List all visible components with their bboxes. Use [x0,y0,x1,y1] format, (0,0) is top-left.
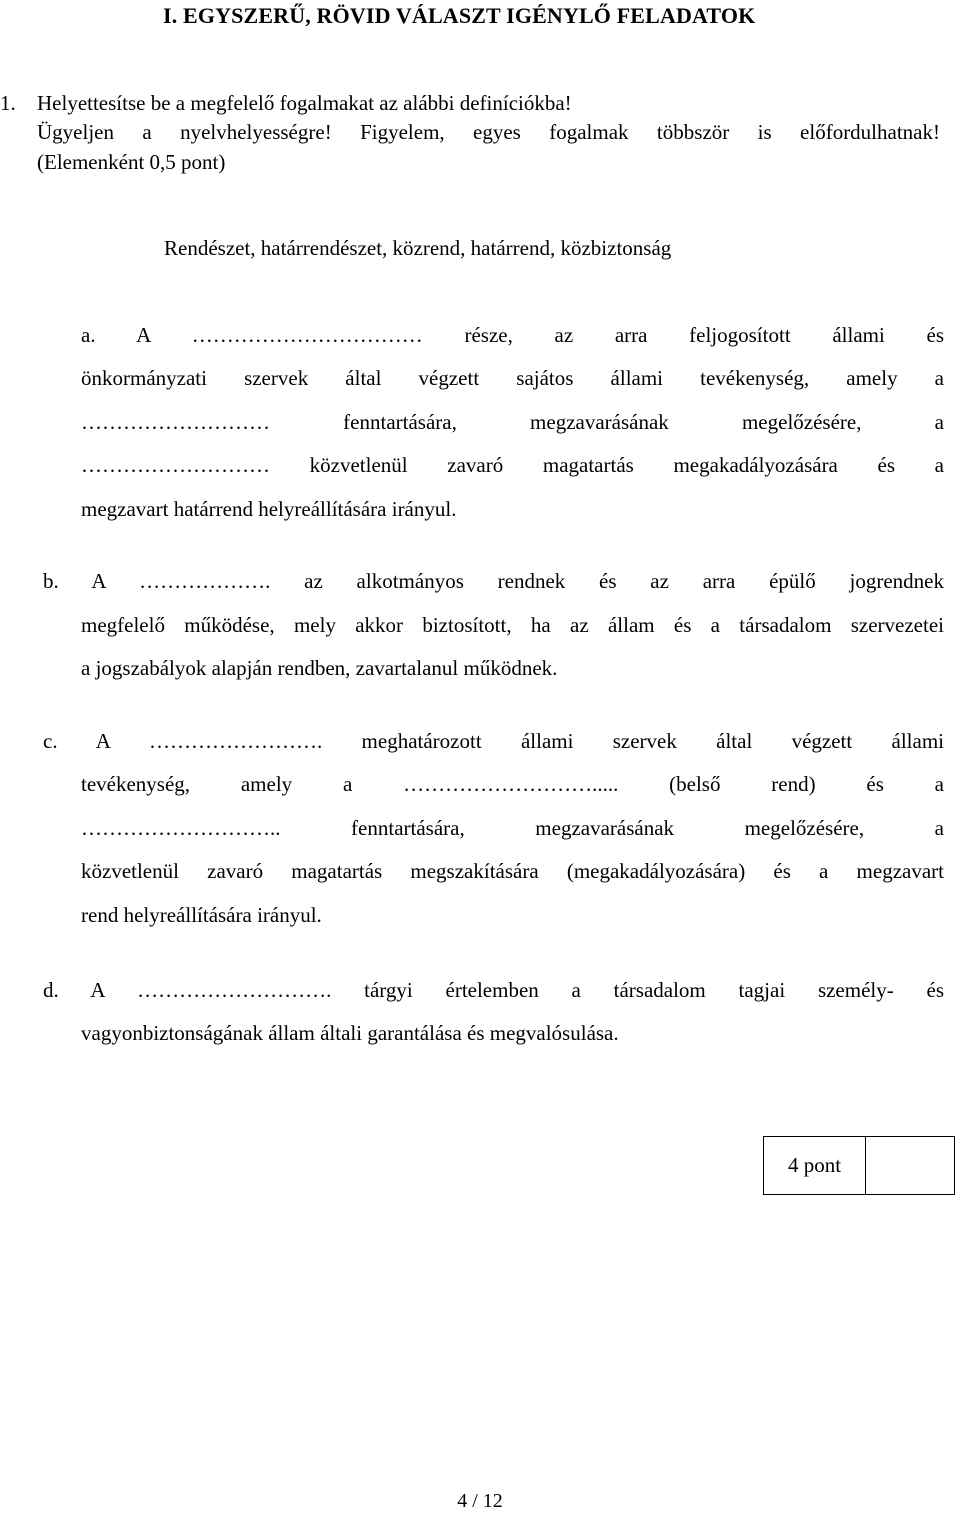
definition-c-line: közvetlenül zavaró magatartás megszakítására (megakadályozására) és a megzavart [81,859,944,883]
definition-d-line: d. A ………………………. tárgyi értelemben a társadalom tagjai személy- és [43,978,944,1002]
definition-d-line: vagyonbiztonságának állam általi garantálása és megvalósulása. [81,1021,619,1045]
definition-a-line: megzavart határrend helyreállítására irányul. [81,497,457,521]
term-list: Rendészet, határrendészet, közrend, határrend, közbiztonság [164,236,672,260]
definition-c-line: c. A ……………………. meghatározott állami szervek által végzett állami [43,729,944,753]
score-entry-cell[interactable] [866,1137,954,1194]
score-box [763,1136,955,1195]
definition-a-line: önkormányzati szervek által végzett sajátos állami tevékenység, amely a [81,366,944,390]
task-instruction-1: Helyettesítse be a megfelelő fogalmakat az alábbi definíciókba! [37,91,572,115]
definition-b-line: megfelelő működése, mely akkor biztosított, ha az állam és a társadalom szervezetei [81,613,944,637]
definition-c-line: rend helyreállítására irányul. [81,903,322,927]
task-points-note: (Elemenként 0,5 pont) [37,150,226,174]
definition-c-line: tevékenység, amely a ………………………..... (belső rend) és a [81,772,944,796]
definition-a-line: a. A …………………………… része, az arra feljogosított állami és [81,323,944,347]
definition-c-line: ……………………….. fenntartására, megzavarásának megelőzésére, a [81,816,944,840]
definition-b-line: a jogszabályok alapján rendben, zavartalanul működnek. [81,656,558,680]
page-number: 4 / 12 [457,1490,503,1512]
definition-a-line: ……………………… közvetlenül zavaró magatartás megakadályozására és a [81,453,944,477]
score-label: 4 pont [764,1137,866,1194]
definition-b-line: b. A ………………. az alkotmányos rendnek és az arra épülő jogrendnek [43,569,944,593]
definition-a-line: ……………………… fenntartására, megzavarásának megelőzésére, a [81,410,944,434]
task-instruction-2: Ügyeljen a nyelvhelyességre! Figyelem, egyes fogalmak többször is előfordulhatnak! [37,120,940,144]
section-heading: I. EGYSZERŰ, RÖVID VÁLASZT IGÉNYLŐ FELADATOK [163,3,756,28]
task-number: 1. [0,91,16,115]
